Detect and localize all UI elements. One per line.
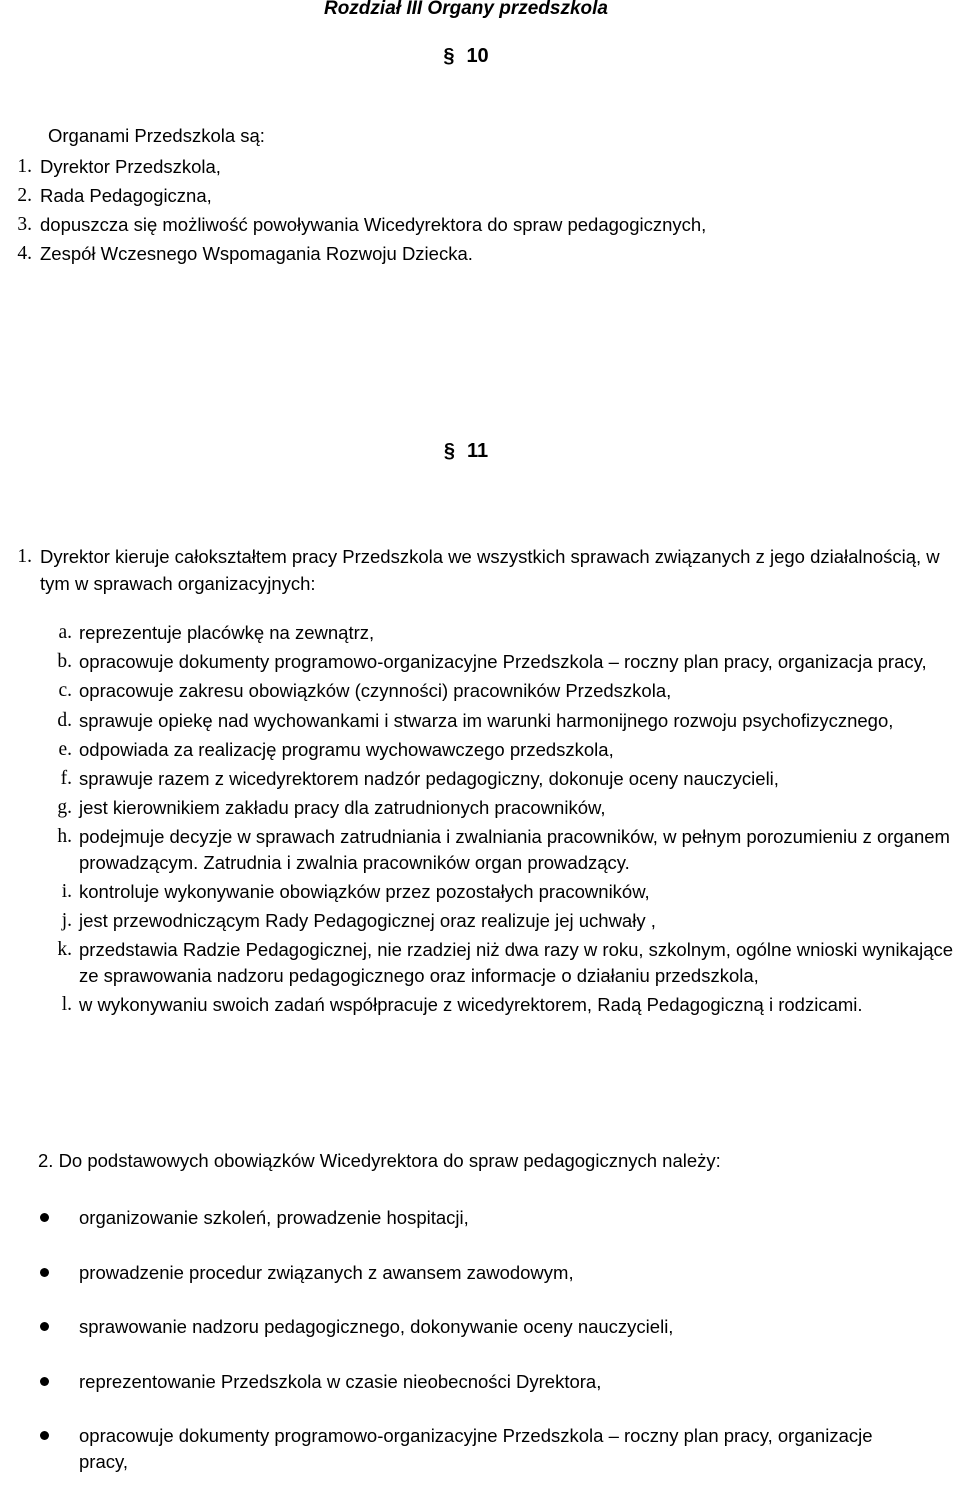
list-marker: b. xyxy=(57,651,72,673)
list-item-text: reprezentuje placówkę na zewnątrz, xyxy=(79,622,375,643)
list-item xyxy=(0,937,960,992)
list-marker: e. xyxy=(58,738,72,760)
list-marker: f. xyxy=(60,768,72,790)
section-heading-11 xyxy=(0,440,932,463)
list-item xyxy=(0,1369,899,1394)
list-item-text: jest przewodniczącym Rady Pedagogicznej oraz realizuje jej uchwały , xyxy=(79,910,656,932)
list-item-text: sprawuje razem z wicedyrektorem nadzór pedagogiczny, dokonuje oceny nauczycieli, xyxy=(79,768,779,790)
section-number: 11 xyxy=(466,440,489,462)
list-item xyxy=(0,1260,899,1285)
bullet-icon xyxy=(40,1213,49,1222)
list-marker: i. xyxy=(61,881,72,903)
list-marker: a. xyxy=(58,622,72,643)
list-item xyxy=(0,210,706,239)
list-item xyxy=(0,1314,899,1339)
list-marker: 3. xyxy=(17,214,32,235)
list-item xyxy=(0,1205,899,1230)
vice-director-duties-list xyxy=(0,1205,899,1503)
director-duties-list xyxy=(0,620,960,1021)
section-number: 10 xyxy=(466,45,489,67)
list-item-text: Dyrektor Przedszkola, xyxy=(40,156,221,177)
list-item xyxy=(0,908,960,937)
list-item xyxy=(0,678,960,707)
list-marker: j. xyxy=(61,910,72,932)
list-item xyxy=(0,1423,899,1474)
list-item-text: opracowuje dokumenty programowo-organizacyjne Przedszkola – roczny plan pracy, organizacje pracy, xyxy=(79,1425,873,1472)
list-marker: 4. xyxy=(17,243,32,264)
list-item xyxy=(0,737,960,766)
list-marker: g. xyxy=(57,797,72,819)
list-item-text: kontroluje wykonywanie obowiązków przez pozostałych pracowników, xyxy=(79,881,650,903)
section-symbol: § xyxy=(443,440,455,462)
list-marker: 1. xyxy=(17,156,32,177)
list-item xyxy=(0,152,706,181)
list-item xyxy=(0,239,706,268)
chapter-title: Rozdział III Organy przedszkola xyxy=(323,0,608,19)
list-marker: h. xyxy=(57,826,72,848)
list-item-text: Zespół Wczesnego Wspomagania Rozwoju Dziecka. xyxy=(40,243,473,264)
list-item-text: jest kierownikiem zakładu pracy dla zatrudnionych pracowników, xyxy=(79,797,606,819)
section-symbol: § xyxy=(443,45,455,67)
bullet-icon xyxy=(40,1268,49,1277)
list-item-text: w wykonywaniu swoich zadań współpracuje z wicedyrektorem, Radą Pedagogiczną i rodzicami. xyxy=(79,994,863,1016)
list-item-text: sprawowanie nadzoru pedagogicznego, dokonywanie oceny nauczycieli, xyxy=(79,1316,674,1338)
organs-list xyxy=(0,152,706,268)
paragraph-text: Dyrektor kieruje całokształtem pracy Przedszkola we wszystkich sprawach związanych z jego działalnością, w tym w sprawach organizacyjnych: xyxy=(40,546,940,594)
list-item-text: organizowanie szkoleń, prowadzenie hospitacji, xyxy=(79,1207,469,1228)
list-item xyxy=(0,795,960,824)
list-item xyxy=(0,879,960,908)
list-marker: l. xyxy=(61,994,72,1016)
section-heading-10 xyxy=(0,45,932,68)
list-marker: d. xyxy=(57,709,72,731)
list-item-text: podejmuje decyzje w sprawach zatrudniania i zwalniania pracowników, w pełnym porozumieniu z organem prowadzącym. Zatrudnia i zwalnia pracowników organ prowadzący. xyxy=(79,826,950,873)
list-item-text: prowadzenie procedur związanych z awansem zawodowym, xyxy=(79,1261,574,1283)
list-item xyxy=(0,708,960,737)
list-item xyxy=(0,824,960,879)
section-10-intro: Organami Przedszkola są: xyxy=(48,125,265,146)
list-item-text: przedstawia Radzie Pedagogicznej, nie rzadziej niż dwa razy w roku, szkolnym, ogólne wnioski wynikające ze sprawowania nadzoru pedagogicznego oraz informacje o działaniu przedszkola, xyxy=(79,939,954,986)
list-item-text: sprawuje opiekę nad wychowankami i stwarza im warunki harmonijnego rozwoju psychofizycznego, xyxy=(79,709,894,731)
vice-director-duties-paragraph: 2. Do podstawowych obowiązków Wicedyrektora do spraw pedagogicznych należy: xyxy=(38,1150,721,1171)
list-item xyxy=(0,620,960,649)
list-item-text: opracowuje zakresu obowiązków (czynności) pracowników Przedszkola, xyxy=(79,680,672,702)
list-item-text: odpowiada za realizację programu wychowawczego przedszkola, xyxy=(79,738,614,760)
list-item xyxy=(0,766,960,795)
list-item-text: reprezentowanie Przedszkola w czasie nieobecności Dyrektora, xyxy=(79,1370,602,1392)
list-item xyxy=(0,992,960,1021)
list-marker: 2. xyxy=(17,185,32,206)
list-item-text: Rada Pedagogiczna, xyxy=(40,185,212,206)
list-marker: k. xyxy=(57,939,72,961)
paragraph-marker: 1. xyxy=(17,546,32,567)
list-item xyxy=(0,181,706,210)
bullet-icon xyxy=(40,1322,49,1331)
bullet-icon xyxy=(40,1377,49,1386)
list-item xyxy=(0,649,960,678)
list-item-text: dopuszcza się możliwość powoływania Wicedyrektora do spraw pedagogicznych, xyxy=(40,214,707,235)
list-marker: c. xyxy=(58,680,72,702)
bullet-icon xyxy=(40,1431,49,1440)
director-duties-paragraph xyxy=(0,543,940,597)
list-item-text: opracowuje dokumenty programowo-organizacyjne Przedszkola – roczny plan pracy, organizacja pracy, xyxy=(79,651,927,673)
